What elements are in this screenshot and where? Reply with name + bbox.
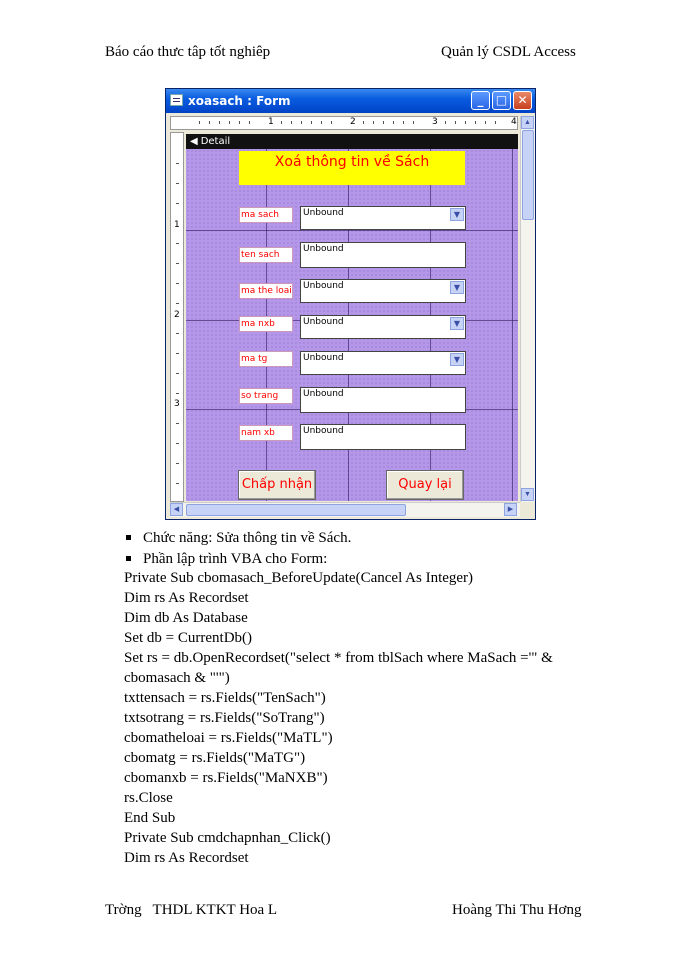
vruler-number: 1 — [174, 220, 180, 230]
code-line: txttensach = rs.Fields("TenSach") — [124, 690, 326, 706]
code-line: cbomatheloai = rs.Fields("MaTL") — [124, 730, 333, 746]
dropdown-arrow-icon[interactable]: ▼ — [450, 208, 464, 221]
minimize-icon: _ — [477, 93, 484, 107]
vruler-number: 2 — [174, 310, 180, 320]
minimize-button[interactable] — [471, 91, 490, 110]
back-button[interactable]: Quay lại — [386, 470, 464, 500]
code-line: Set db = CurrentDb() — [124, 630, 253, 646]
bullet-text: Chức năng: Sửa thông tin về Sách. — [143, 530, 352, 546]
ruler-number: 1 — [268, 117, 274, 127]
vertical-ruler — [170, 132, 184, 502]
dropdown-arrow-icon[interactable]: ▼ — [450, 281, 464, 294]
code-line: txtsotrang = rs.Fields("SoTrang") — [124, 710, 325, 726]
ruler-number: 4 — [511, 117, 517, 127]
horizontal-scroll-thumb[interactable] — [186, 504, 406, 516]
form-design-canvas[interactable] — [186, 149, 518, 501]
code-line: cbomatg = rs.Fields("MaTG") — [124, 750, 306, 766]
code-line: Private Sub cmdchapnhan_Click() — [124, 830, 331, 846]
access-form-window — [165, 88, 536, 520]
detail-section-bar[interactable] — [186, 134, 518, 149]
accept-button[interactable]: Chấp nhận — [238, 470, 316, 500]
page-header-right: Quản lý CSDL Access — [441, 44, 576, 60]
bullet-square-icon — [126, 535, 131, 540]
field-label-nam-xb[interactable]: nam xb — [239, 425, 293, 441]
scroll-down-icon[interactable]: ▼ — [521, 488, 534, 501]
control-value: Unbound — [303, 208, 344, 218]
page-footer-left: Trờng THDL KTKT Hoa L — [105, 902, 278, 918]
combo-ma-sach[interactable] — [300, 206, 466, 230]
horizontal-scrollbar[interactable] — [170, 502, 520, 517]
code-line: Dim rs As Recordset — [124, 850, 249, 866]
combo-ma-nxb[interactable] — [300, 315, 466, 339]
code-line: cbomanxb = rs.Fields("MaNXB") — [124, 770, 328, 786]
field-label-ma-the-loai[interactable]: ma the loai — [239, 283, 293, 299]
field-label-ma-tg[interactable]: ma tg — [239, 351, 293, 367]
code-line-justified — [124, 650, 598, 667]
field-label-so-trang[interactable]: so trang — [239, 388, 293, 404]
ruler-number: 2 — [350, 117, 356, 127]
window-title: xoasach : Form — [188, 94, 291, 108]
dropdown-arrow-icon[interactable]: ▼ — [450, 317, 464, 330]
form-icon — [170, 94, 183, 106]
page-footer-right: Hoàng Thi Thu Hơng — [452, 902, 582, 918]
maximize-button[interactable] — [492, 91, 511, 110]
close-button[interactable] — [513, 91, 532, 110]
code-line: Dim db As Database — [124, 610, 248, 626]
window-titlebar[interactable] — [166, 89, 535, 113]
field-label-ten-sach[interactable]: ten sach — [239, 247, 293, 263]
form-title-label[interactable]: Xoá thông tin về Sách — [239, 151, 465, 185]
field-label-ma-sach[interactable]: ma sach — [239, 207, 293, 223]
scroll-left-icon[interactable]: ◀ — [170, 503, 183, 516]
vertical-scroll-thumb[interactable] — [522, 130, 534, 220]
combo-ma-tg[interactable] — [300, 351, 466, 375]
vruler-number: 3 — [174, 399, 180, 409]
textbox-so-trang[interactable] — [300, 387, 466, 413]
control-value: Unbound — [303, 317, 344, 327]
code-line: rs.Close — [124, 790, 173, 806]
textbox-nam-xb[interactable] — [300, 424, 466, 450]
section-label: Detail — [200, 136, 231, 147]
dropdown-arrow-icon[interactable]: ▼ — [450, 353, 464, 366]
page-header-left: Báo cáo thưc tâp tốt nghiêp — [105, 44, 271, 60]
code-line: End Sub — [124, 810, 176, 826]
bullet-square-icon — [126, 556, 131, 561]
code-line: cbomasach & "'") — [124, 670, 230, 686]
field-label-ma-nxb[interactable]: ma nxb — [239, 316, 293, 332]
section-arrow-icon: ◀ — [190, 136, 198, 147]
close-icon: ✕ — [517, 93, 528, 107]
scroll-right-icon[interactable]: ▶ — [504, 503, 517, 516]
code-line: Set rs = db.OpenRecordset("select * from tblSach where MaSach ='" & — [124, 650, 553, 666]
vertical-scrollbar[interactable] — [520, 116, 535, 502]
textbox-ten-sach[interactable] — [300, 242, 466, 268]
code-line: Private Sub cbomasach_BeforeUpdate(Cancel As Integer) — [124, 570, 474, 586]
bullet-text: Phần lập trình VBA cho Form: — [143, 551, 328, 567]
control-value: Unbound — [303, 426, 344, 436]
combo-ma-the-loai[interactable] — [300, 279, 466, 303]
control-value: Unbound — [303, 353, 344, 363]
control-value: Unbound — [303, 244, 344, 254]
control-value: Unbound — [303, 389, 344, 399]
code-line: Dim rs As Recordset — [124, 590, 249, 606]
horizontal-ruler — [170, 116, 518, 130]
control-value: Unbound — [303, 281, 344, 291]
ruler-number: 3 — [432, 117, 438, 127]
maximize-icon: □ — [495, 93, 508, 107]
scroll-up-icon[interactable]: ▲ — [521, 116, 534, 129]
